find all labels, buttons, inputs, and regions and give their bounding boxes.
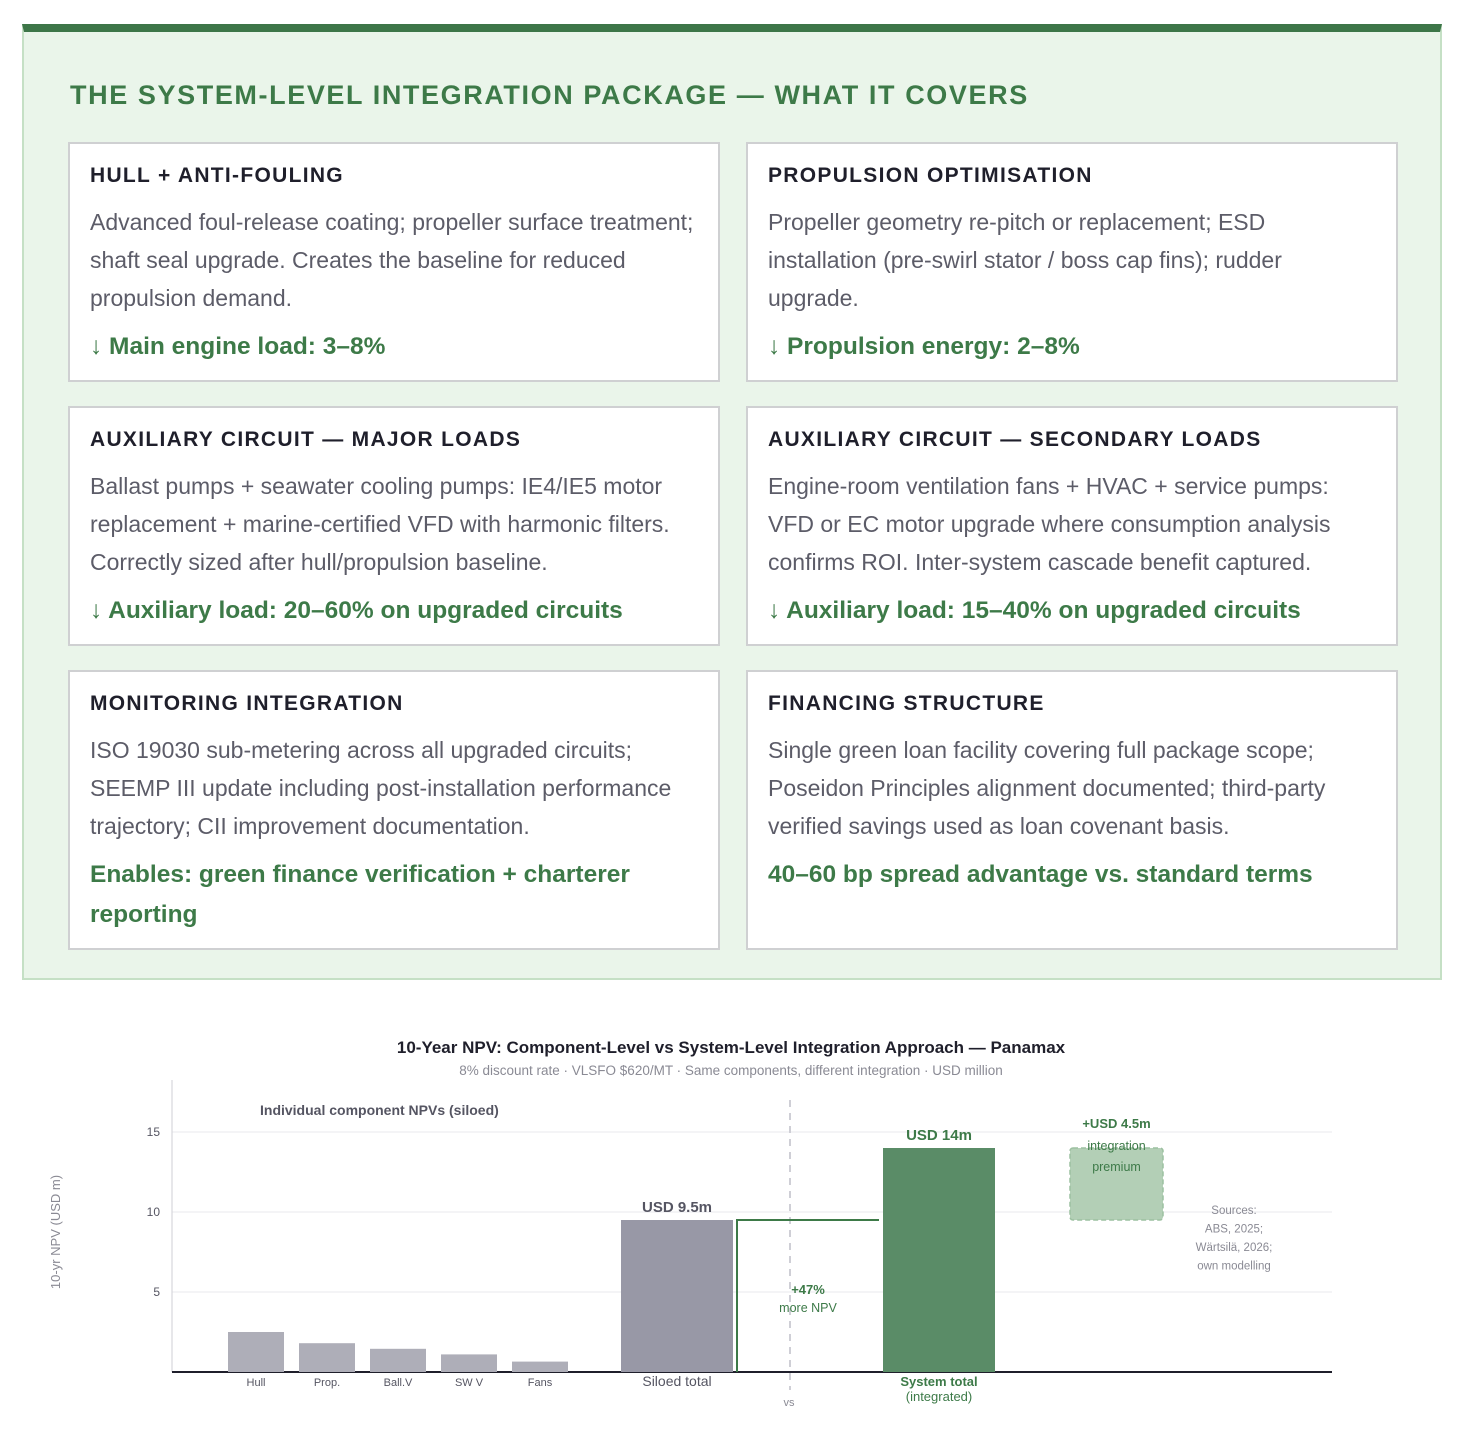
npv-chart bbox=[0, 1080, 1462, 1434]
component-bar bbox=[441, 1354, 497, 1372]
premium-bar bbox=[1070, 1148, 1163, 1220]
card-body: Ballast pumps + seawater cooling pumps: IE4/IE5 motor replacement + marine-certified VFD with harmonic filters. Correctly sized after hull/propulsion baseline. bbox=[90, 473, 670, 575]
chart-subtitle: 8% discount rate · VLSFO $620/MT · Same components, different integration · USD million bbox=[459, 1063, 1003, 1078]
card-metric: Enables: green finance verification + charterer reporting bbox=[90, 861, 630, 928]
y-axis-label: 10-yr NPV (USD m) bbox=[48, 1174, 63, 1290]
component-bar bbox=[370, 1349, 426, 1372]
card-body: Advanced foul-release coating; propeller surface treatment; shaft seal upgrade. Creates the baseline for reduced propulsion demand. bbox=[90, 209, 694, 311]
card-body: Engine-room ventilation fans + HVAC + service pumps: VFD or EC motor upgrade where consumption analysis confirms ROI. Inter-system cascade benefit captured. bbox=[768, 473, 1331, 575]
card-metric: 40–60 bp spread advantage vs. standard terms bbox=[768, 861, 1313, 888]
panel-title: THE SYSTEM-LEVEL INTEGRATION PACKAGE — WHAT IT COVERS bbox=[70, 80, 1029, 110]
components-label: Individual component NPVs (siloed) bbox=[260, 1102, 499, 1118]
component-tick-label: Fans bbox=[527, 1377, 553, 1389]
premium-sub-label: premium bbox=[1092, 1160, 1141, 1174]
card-financing-structure bbox=[746, 670, 1398, 950]
system-total-bar bbox=[883, 1148, 995, 1372]
siloed-total-bar bbox=[621, 1220, 733, 1372]
card-metric: ↓ Auxiliary load: 15–40% on upgraded circuits bbox=[768, 597, 1301, 624]
y-tick-label: 10 bbox=[146, 1205, 160, 1219]
sources-line: ABS, 2025; bbox=[1204, 1223, 1264, 1236]
system-total-label: USD 14m bbox=[906, 1127, 972, 1144]
card-title: HULL + ANTI-FOULING bbox=[90, 164, 344, 187]
sources-line: Wärtsilä, 2026; bbox=[1195, 1242, 1273, 1254]
component-tick-label: Hull bbox=[246, 1377, 266, 1389]
card-title: FINANCING STRUCTURE bbox=[768, 692, 1045, 715]
component-tick-label: Ball.V bbox=[383, 1377, 413, 1389]
card-auxiliary-secondary-loads bbox=[746, 406, 1398, 646]
component-bar bbox=[228, 1332, 284, 1372]
premium-label: +USD 4.5m bbox=[1082, 1116, 1151, 1131]
component-tick-label: SW V bbox=[454, 1377, 484, 1389]
card-body: Single green loan facility covering full package scope; Poseidon Principles alignment documented; third-party verified savings used as loan covenant basis. bbox=[768, 737, 1326, 839]
siloed-total-label: USD 9.5m bbox=[641, 1199, 713, 1216]
system-total-tick-sublabel: (integrated) bbox=[905, 1389, 973, 1404]
card-body: ISO 19030 sub-metering across all upgraded circuits; SEEMP III update including post-installation performance trajectory; CII improvement documentation. bbox=[90, 737, 672, 839]
vs-label: vs bbox=[783, 1397, 795, 1409]
siloed-total-tick-label: Siloed total bbox=[642, 1373, 712, 1389]
card-title: PROPULSION OPTIMISATION bbox=[768, 164, 1093, 187]
component-bar bbox=[299, 1343, 355, 1372]
card-metric: ↓ Auxiliary load: 20–60% on upgraded circuits bbox=[90, 597, 623, 624]
y-tick-label: 5 bbox=[153, 1285, 160, 1299]
card-metric: ↓ Main engine load: 3–8% bbox=[90, 333, 386, 360]
y-tick-label: 15 bbox=[146, 1125, 160, 1139]
premium-sub-label: integration bbox=[1087, 1139, 1146, 1153]
uplift-label: +47% bbox=[791, 1282, 825, 1297]
card-monitoring-integration bbox=[68, 670, 720, 950]
component-bar bbox=[512, 1362, 568, 1372]
system-total-tick-label: System total bbox=[900, 1374, 978, 1389]
card-body: Propeller geometry re-pitch or replacement; ESD installation (pre-swirl stator / boss cap fins); rudder upgrade. bbox=[768, 209, 1282, 311]
card-title: AUXILIARY CIRCUIT — MAJOR LOADS bbox=[90, 428, 522, 451]
chart-title: 10-Year NPV: Component-Level vs System-Level Integration Approach — Panamax bbox=[396, 1038, 1066, 1057]
integration-package-panel bbox=[22, 24, 1442, 980]
component-tick-label: Prop. bbox=[313, 1377, 341, 1389]
card-title: AUXILIARY CIRCUIT — SECONDARY LOADS bbox=[768, 428, 1262, 451]
sources-line: Sources: bbox=[1211, 1205, 1257, 1217]
card-propulsion-optimisation bbox=[746, 142, 1398, 382]
card-auxiliary-major-loads bbox=[68, 406, 720, 646]
uplift-sub-label: more NPV bbox=[779, 1301, 837, 1315]
card-title: MONITORING INTEGRATION bbox=[90, 692, 404, 715]
sources-line: own modelling bbox=[1197, 1260, 1271, 1273]
card-metric: ↓ Propulsion energy: 2–8% bbox=[768, 333, 1080, 360]
card-hull-anti-fouling bbox=[68, 142, 720, 382]
